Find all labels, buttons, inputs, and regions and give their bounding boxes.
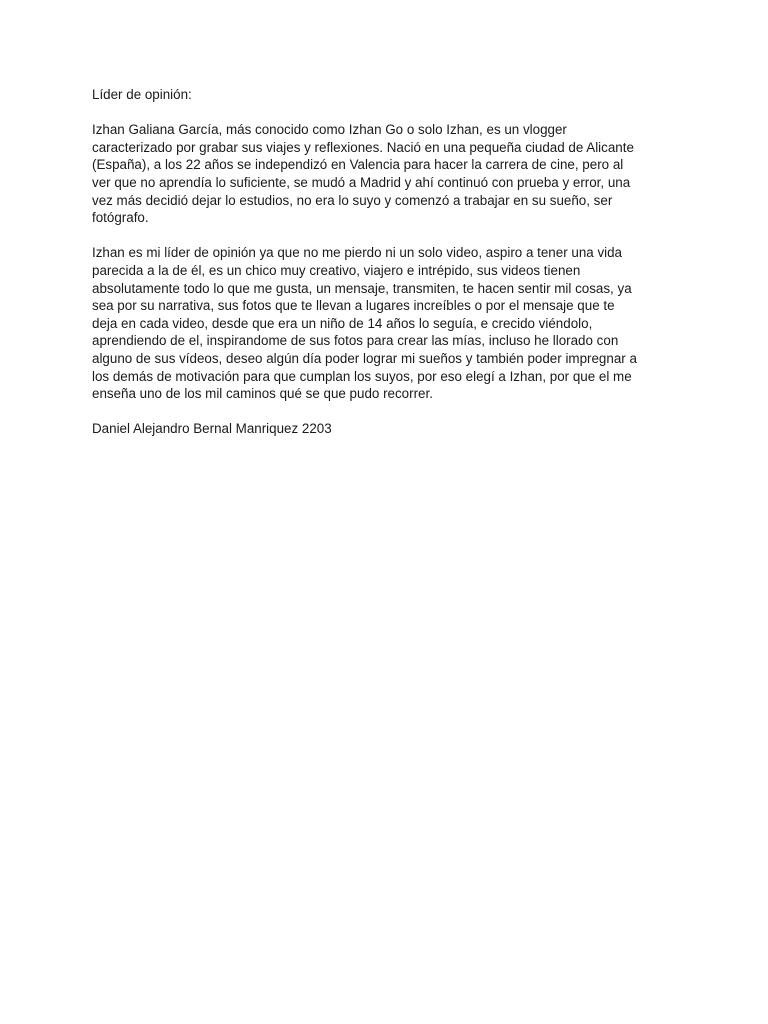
paragraph-2 [92, 244, 682, 402]
paragraph-2-line: los demás de motivación para que cumplan los suyos, por eso elegí a Izhan, por que el me [92, 368, 632, 384]
paragraph-2-line: Izhan es mi líder de opinión ya que no me pierdo ni un solo video, aspiro a tener una vida [92, 245, 623, 261]
paragraph-1-line: fotógrafo. [92, 210, 149, 226]
paragraph-2-line: parecida a la de él, es un chico muy creativo, viajero e intrépido, sus videos tienen [92, 262, 581, 278]
paragraph-2-line: sea por su narrativa, sus fotos que te llevan a lugares increíbles o por el mensaje que te [92, 298, 615, 314]
paragraph-2-line: enseña uno de los mil caminos qué se que pudo recorrer. [92, 386, 433, 402]
author-signature: Daniel Alejandro Bernal Manriquez 2203 [92, 421, 332, 437]
paragraph-2-line: alguno de sus vídeos, deseo algún día poder lograr mi sueños y también poder impregnar a [92, 350, 637, 366]
paragraph-1-line: ver que no aprendía lo suficiente, se mudó a Madrid y ahí continuó con prueba y error, una [92, 174, 631, 190]
paragraph-1-line: vez más decidió dejar lo estudios, no era lo suyo y comenzó a trabajar en su sueño, ser [92, 192, 613, 208]
paragraph-spacer [92, 104, 682, 122]
paragraph-spacer [92, 227, 682, 245]
paragraph-2-line: absolutamente todo lo que me gusta, un mensaje, transmiten, te hacen sentir mil cosas, ya [92, 280, 632, 296]
document-body [92, 86, 682, 438]
paragraph-2-line: deja en cada video, desde que era un niño de 14 años lo seguía, e crecido viéndolo, [92, 315, 593, 331]
paragraph-1 [92, 121, 682, 227]
paragraph-1-line: (España), a los 22 años se independizó en Valencia para hacer la carrera de cine, pero al [92, 157, 624, 173]
document-title: Líder de opinión: [92, 87, 192, 102]
paragraph-1-line: Izhan Galiana García, más conocido como Izhan Go o solo Izhan, es un vlogger [92, 122, 567, 138]
paragraph-2-line: aprendiendo de el, inspirandome de sus fotos para crear las mías, incluso he llorado con [92, 333, 619, 349]
paragraph-spacer [92, 403, 682, 421]
paragraph-1-line: caracterizado por grabar sus viajes y reflexiones. Nació en una pequeña ciudad de Alicante [92, 139, 634, 155]
